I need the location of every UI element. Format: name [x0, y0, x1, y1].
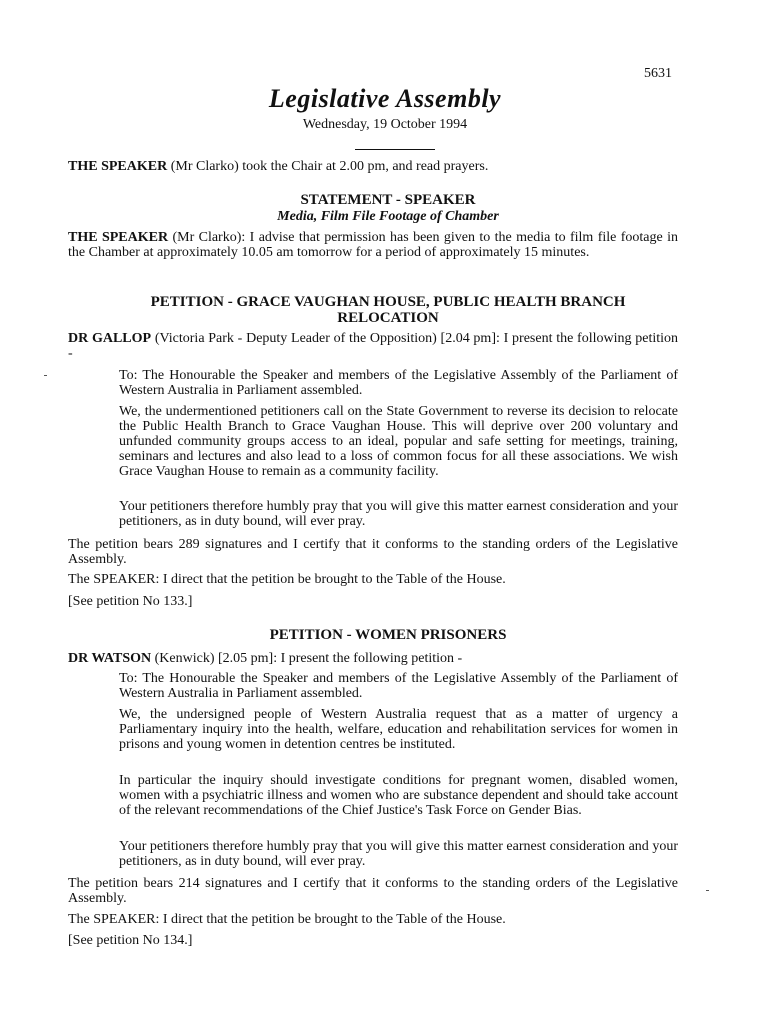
petition2-certification: The petition bears 214 signatures and I certify that it conforms to the standing orders of the Legislative Assembly.: [68, 876, 678, 906]
petition2-intro: [68, 651, 678, 666]
petition1-address: To: The Honourable the Speaker and members of the Legislative Assembly of the Parliament of Western Australia in Parliament assembled.: [119, 368, 678, 398]
member-name: DR GALLOP: [68, 331, 152, 346]
statement-text: (Mr Clarko): I advise that permission has been given to the media to film file footage in the Chamber at approximately 10.05 am tomorrow for a period of approximately 15 minutes.: [68, 230, 678, 260]
statement-heading: STATEMENT - SPEAKER: [300, 192, 476, 208]
page-title: Legislative Assembly: [268, 84, 502, 113]
petition1-reference: [See petition No 133.]: [68, 594, 193, 609]
scan-mark: [44, 375, 47, 376]
petition1-direction: The SPEAKER: I direct that the petition be brought to the Table of the House.: [68, 572, 506, 587]
member-name: DR WATSON: [68, 651, 152, 666]
opening-text: (Mr Clarko) took the Chair at 2.00 pm, and read prayers.: [167, 159, 489, 174]
petition1-certification: The petition bears 289 signatures and I certify that it conforms to the standing orders of the Legislative Assembly.: [68, 537, 678, 567]
opening-paragraph: [68, 159, 678, 174]
petition1-heading-line1: PETITION - GRACE VAUGHAN HOUSE, PUBLIC HEALTH BRANCH: [150, 294, 626, 310]
petition1-intro-text: (Victoria Park - Deputy Leader of the Opposition) [2.04 pm]: I present the following petition -: [68, 331, 679, 361]
petition2-prayer: Your petitioners therefore humbly pray that you will give this matter earnest consideration and your petitioners, as in duty bound, will ever pray.: [119, 839, 678, 869]
petition1-prayer: Your petitioners therefore humbly pray that you will give this matter earnest consideration and your petitioners, as in duty bound, will ever pray.: [119, 499, 678, 529]
petition2-intro-text: (Kenwick) [2.05 pm]: I present the following petition -: [151, 651, 463, 666]
petition1-intro: [68, 331, 678, 361]
scan-mark: [706, 890, 709, 891]
petition2-particular: In particular the inquiry should investigate conditions for pregnant women, disabled women, women with a psychiatric illness and women who are substance dependent and should take account of the relevant recommendations of the Chief Justice's Task Force on Gender Bias.: [119, 773, 678, 818]
speaker-name: THE SPEAKER: [68, 230, 169, 245]
page-number: 5631: [644, 66, 672, 81]
petition1-heading-line2: RELOCATION: [337, 310, 439, 326]
petition1-body: We, the undermentioned petitioners call on the State Government to reverse its decision to relocate the Public Health Branch to Grace Vaughan House. This will deprive over 200 voluntary and unfunded community groups access to an ideal, popular and safe setting for meetings, training, seminars and lectures and also lead to a loss of common focus for all these associations. We wish Grace Vaughan House to remain as a community facility.: [119, 404, 678, 479]
speaker-name: THE SPEAKER: [68, 159, 168, 174]
sitting-date: Wednesday, 19 October 1994: [302, 117, 468, 132]
statement-subheading: Media, Film File Footage of Chamber: [277, 209, 499, 224]
petition1-heading: [68, 294, 708, 326]
petition2-direction: The SPEAKER: I direct that the petition be brought to the Table of the House.: [68, 912, 506, 927]
petition2-heading: PETITION - WOMEN PRISONERS: [269, 627, 507, 643]
statement-paragraph: [68, 230, 678, 260]
petition2-address: To: The Honourable the Speaker and members of the Legislative Assembly of the Parliament of Western Australia in Parliament assembled.: [119, 671, 678, 701]
divider: [355, 149, 435, 150]
petition2-body: We, the undersigned people of Western Australia request that as a matter of urgency a Parliamentary inquiry into the health, welfare, education and rehabilitation services for women in prisons and young women in detention centres be instituted.: [119, 707, 678, 752]
petition2-reference: [See petition No 134.]: [68, 933, 193, 948]
